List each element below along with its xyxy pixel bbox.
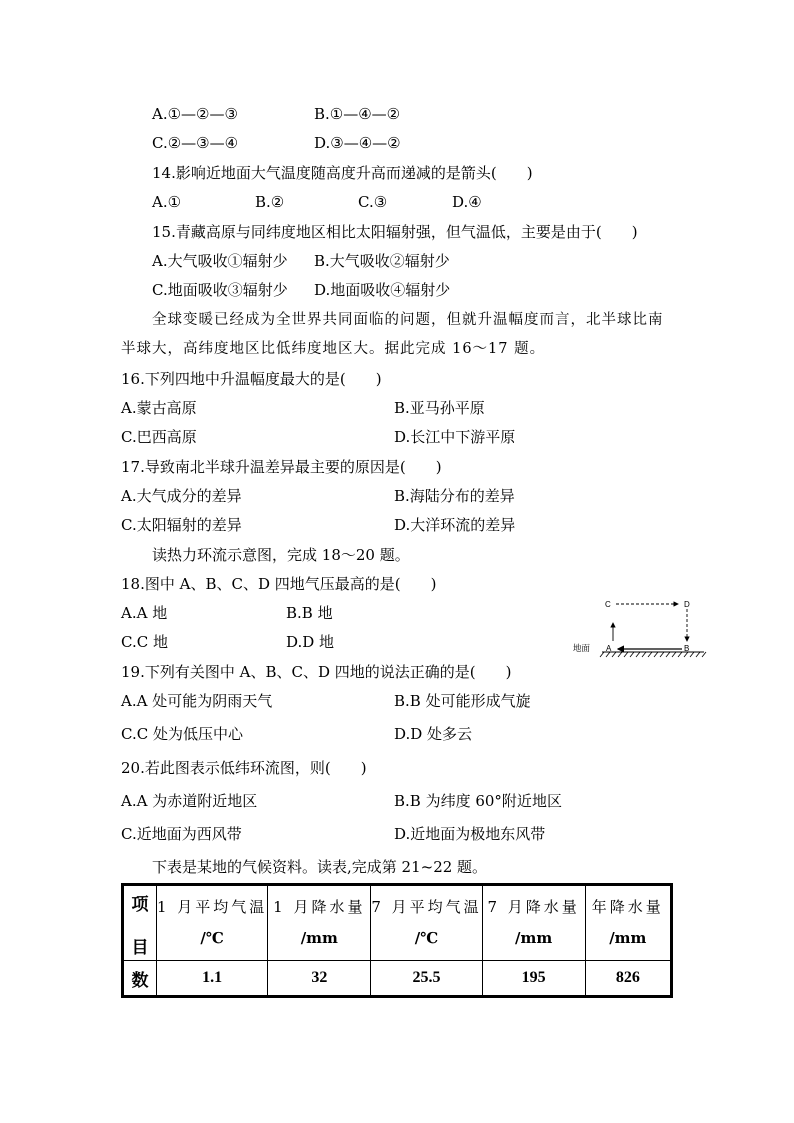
q18-option-d: D.D 地: [286, 633, 335, 651]
label-a: A: [606, 644, 612, 653]
q18-option-b: B.B 地: [286, 604, 333, 622]
q19-option-a: A.A 处可能为阴雨天气: [121, 692, 273, 710]
q19-option-d: D.D 处多云: [394, 725, 473, 743]
table-row-head-cell: [123, 885, 157, 961]
table-row-head-r2: 目: [131, 938, 149, 958]
q18-option-c: C.C 地: [121, 633, 168, 651]
intro-16-17-line2: 半球大，高纬度地区比低纬度地区大。据此完成 16～17 题。: [121, 341, 546, 357]
q13-option-a: A.①—②—③: [152, 105, 238, 123]
q14-option-d: D.④: [452, 193, 482, 211]
label-d: D: [684, 600, 690, 609]
q13-option-b: B.①—④—②: [314, 105, 401, 123]
q13-option-d: D.③—④—②: [314, 134, 401, 152]
table-row-head-r1: 项: [131, 895, 149, 915]
table-row-head-r3: 数: [123, 961, 157, 997]
table-value-annual-precip: 826: [585, 961, 671, 997]
climate-data-table: [121, 883, 673, 998]
q19-option-b: B.B 处可能形成气旋: [394, 692, 531, 710]
thermal-circulation-diagram: [570, 595, 710, 660]
q17-option-a: A.大气成分的差异: [121, 487, 242, 505]
q19-stem: 19.下列有关图中 A、B、C、D 四地的说法正确的是( ): [121, 663, 512, 681]
table-value-jul-temp: 25.5: [371, 961, 482, 997]
label-b: B: [684, 644, 690, 653]
table-header-jan-precip: 1 月降水量 /mm: [268, 885, 371, 961]
q15-option-c: C.地面吸收③辐射少: [152, 281, 288, 299]
q13-option-c: C.②—③—④: [152, 134, 239, 152]
q15-option-a: A.大气吸收①辐射少: [152, 252, 288, 270]
q17-option-b: B.海陆分布的差异: [394, 487, 515, 505]
q14-option-b: B.②: [255, 193, 285, 211]
label-ground: 地面: [573, 644, 591, 654]
table-value-jan-temp: 1.1: [157, 961, 268, 997]
table-header-jul-temp: 7 月平均气温 /℃: [371, 885, 482, 961]
q20-stem: 20.若此图表示低纬环流图，则( ): [121, 759, 367, 777]
q16-option-d: D.长江中下游平原: [394, 428, 516, 446]
q20-option-a: A.A 为赤道附近地区: [121, 792, 258, 810]
q18-option-a: A.A 地: [121, 604, 168, 622]
q14-stem: 14.影响近地面大气温度随高度升高而递减的是箭头( ): [152, 164, 533, 182]
q16-option-a: A.蒙古高原: [121, 399, 197, 417]
q18-stem: 18.图中 A、B、C、D 四地气压最高的是( ): [121, 575, 437, 593]
table-header-jul-precip: 7 月降水量 /mm: [482, 885, 585, 961]
q14-option-c: C.③: [358, 193, 388, 211]
table-header-annual-precip: 年降水量 /mm: [585, 885, 671, 961]
q16-stem: 16.下列四地中升温幅度最大的是( ): [121, 370, 382, 388]
q19-option-c: C.C 处为低压中心: [121, 725, 243, 743]
intro-16-17-line1: 全球变暖已经成为全世界共同面临的问题，但就升温幅度而言，北半球比南: [152, 312, 664, 328]
q14-option-a: A.①: [152, 193, 182, 211]
intro-18-20: 读热力环流示意图，完成 18～20 题。: [152, 546, 410, 564]
table-header-jan-temp: 1 月平均气温 /℃: [157, 885, 268, 961]
q16-option-c: C.巴西高原: [121, 428, 197, 446]
q17-option-c: C.太阳辐射的差异: [121, 516, 242, 534]
q15-option-b: B.大气吸收②辐射少: [314, 252, 450, 270]
q17-option-d: D.大洋环流的差异: [394, 516, 516, 534]
table-value-jul-precip: 195: [482, 961, 585, 997]
q20-option-b: B.B 为纬度 60°附近地区: [394, 792, 562, 810]
label-c: C: [605, 600, 611, 609]
q16-option-b: B.亚马孙平原: [394, 399, 485, 417]
intro-21-22: 下表是某地的气候资料。读表,完成第 21~22 题。: [152, 858, 488, 876]
q20-option-c: C.近地面为西风带: [121, 825, 242, 843]
q15-option-d: D.地面吸收④辐射少: [314, 281, 451, 299]
q15-stem: 15.青藏高原与同纬度地区相比太阳辐射强，但气温低，主要是由于( ): [152, 223, 638, 241]
q20-option-d: D.近地面为极地东风带: [394, 825, 546, 843]
q17-stem: 17.导致南北半球升温差异最主要的原因是( ): [121, 458, 442, 476]
table-value-jan-precip: 32: [268, 961, 371, 997]
